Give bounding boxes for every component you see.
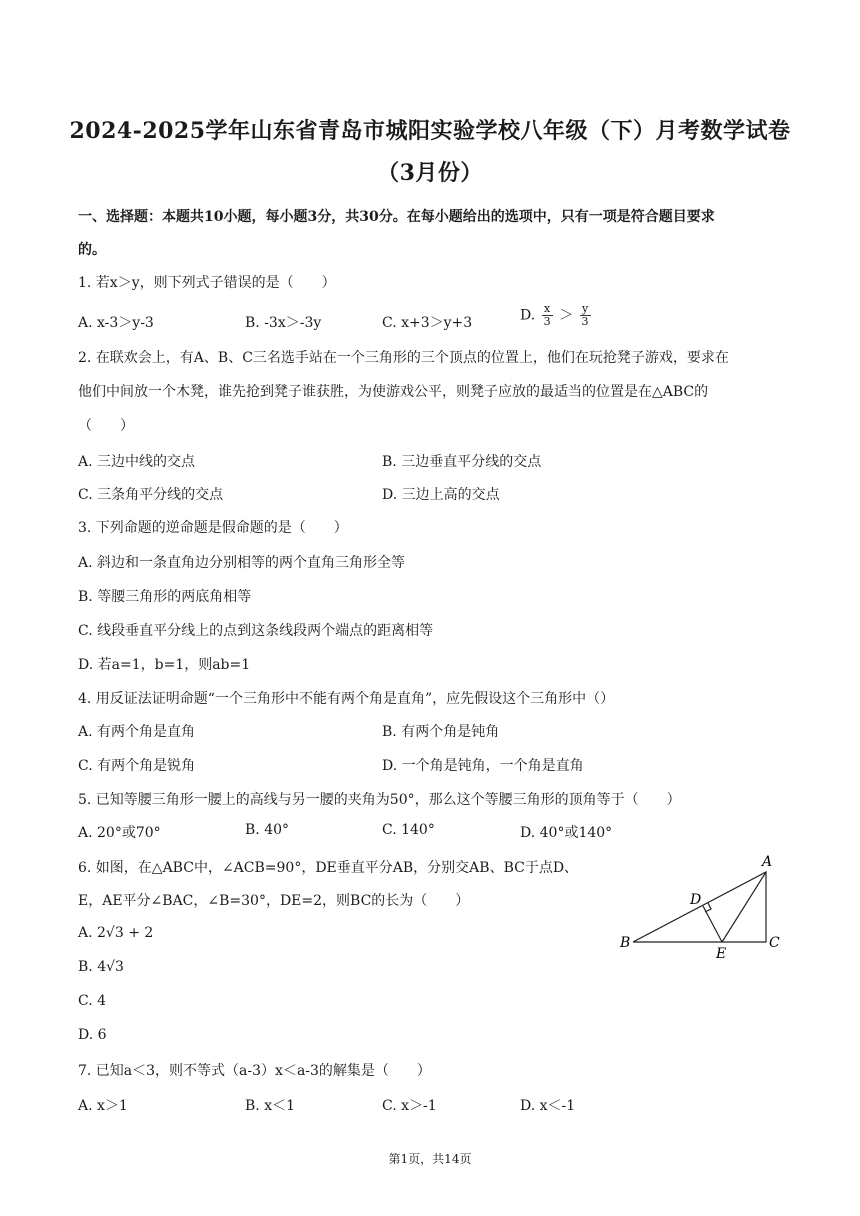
q5-option-b: B. 40°: [245, 822, 290, 838]
q6-option-a: A. 2√3 + 2: [78, 925, 154, 941]
q5-stem: 5. 已知等腰三角形一腰上的高线与另一腰的夹角为50°，那么这个等腰三角形的顶角等于（ ）: [78, 792, 681, 808]
q1-option-c: C. x+3＞y+3: [382, 315, 473, 331]
page-footer: 第1页，共14页: [388, 1152, 472, 1166]
q1-option-b: B. -3x＞-3y: [245, 315, 322, 331]
q1-option-d-op: ＞: [559, 307, 574, 324]
q7-option-a: A. x＞1: [78, 1098, 128, 1114]
q6-option-d: D. 6: [78, 1027, 107, 1043]
q6-option-c: C. 4: [78, 993, 107, 1009]
q4-option-a: A. 有两个角是直角: [78, 724, 196, 740]
q2-option-c: C. 三条角平分线的交点: [78, 487, 224, 503]
q3-option-c: C. 线段垂直平分线上的点到这条线段两个端点的距离相等: [78, 623, 434, 639]
q1-frac-right-num: y: [580, 303, 591, 316]
q2-stem-2: 他们中间放一个木凳，谁先抢到凳子谁获胜，为使游戏公平，则凳子应放的最适当的位置是在△ABC的: [78, 384, 709, 400]
q2-option-b: B. 三边垂直平分线的交点: [382, 454, 542, 470]
q7-stem: 7. 已知a＜3，则不等式（a-3）x＜a-3的解集是（ ）: [78, 1063, 431, 1079]
q4-option-c: C. 有两个角是锐角: [78, 758, 196, 774]
q4-option-b: B. 有两个角是钝角: [382, 724, 500, 740]
vertex-b-label: B: [620, 935, 631, 951]
q3-stem: 3. 下列命题的逆命题是假命题的是（ ）: [78, 520, 348, 536]
q3-option-a: A. 斜边和一条直角边分别相等的两个直角三角形全等: [78, 555, 406, 571]
q6-stem-1: 6. 如图，在△ABC中，∠ACB=90°，DE垂直平分AB，分别交AB、BC于点D、: [78, 860, 579, 876]
q5-option-a: A. 20°或70°: [78, 825, 161, 841]
q5-option-c: C. 140°: [382, 822, 435, 838]
vertex-a-label: A: [762, 854, 773, 870]
q1-frac-right-den: 3: [581, 315, 589, 328]
q2-option-a: A. 三边中线的交点: [78, 454, 196, 470]
q1-fraction-right: [580, 303, 591, 328]
q1-frac-left-den: 3: [543, 315, 551, 328]
q7-option-b: B. x＜1: [245, 1098, 295, 1114]
q1-frac-left-num: x: [542, 303, 553, 316]
q7-option-c: C. x＞-1: [382, 1098, 437, 1114]
q1-fraction-left: [542, 303, 553, 328]
q2-option-d: D. 三边上高的交点: [382, 487, 500, 503]
q3-option-b: B. 等腰三角形的两底角相等: [78, 589, 252, 605]
q2-stem-1: 2. 在联欢会上，有A、B、C三名选手站在一个三角形的三个顶点的位置上，他们在玩抢凳子游戏，要求在: [78, 350, 729, 366]
q1-stem: 1. 若x＞y，则下列式子错误的是（ ）: [78, 275, 336, 291]
q7-option-d: D. x＜-1: [520, 1098, 576, 1114]
q3-option-d: D. 若a=1，b=1，则ab=1: [78, 657, 251, 673]
q4-option-d: D. 一个角是钝角，一个角是直角: [382, 758, 584, 774]
q5-option-d: D. 40°或140°: [520, 825, 613, 841]
q1-option-a: A. x-3＞y-3: [78, 315, 154, 331]
q6-triangle-figure: [612, 848, 792, 963]
segment-ae: [722, 872, 766, 942]
q4-stem: 4. 用反证法证明命题“一个三角形中不能有两个角是直角”，应先假设这个三角形中（）: [78, 691, 615, 707]
point-e-label: E: [716, 946, 727, 962]
q2-stem-3: （ ）: [78, 418, 134, 434]
exam-title: 2024-2025学年山东省青岛市城阳实验学校八年级（下）月考数学试卷: [69, 118, 791, 144]
exam-subtitle: （3月份）: [377, 160, 483, 186]
q6-option-b: B. 4√3: [78, 959, 124, 975]
q6-stem-2: E，AE平分∠BAC，∠B=30°，DE=2，则BC的长为（ ）: [78, 893, 470, 909]
q1-option-d: [520, 303, 593, 328]
vertex-c-label: C: [769, 935, 780, 951]
section-heading-cont: 的。: [78, 242, 106, 258]
point-d-label: D: [690, 892, 702, 908]
section-heading: 一、选择题：本题共10小题，每小题3分，共30分。在每小题给出的选项中，只有一项是符合题目要求: [78, 209, 715, 225]
q1-option-d-label: D.: [520, 307, 536, 324]
